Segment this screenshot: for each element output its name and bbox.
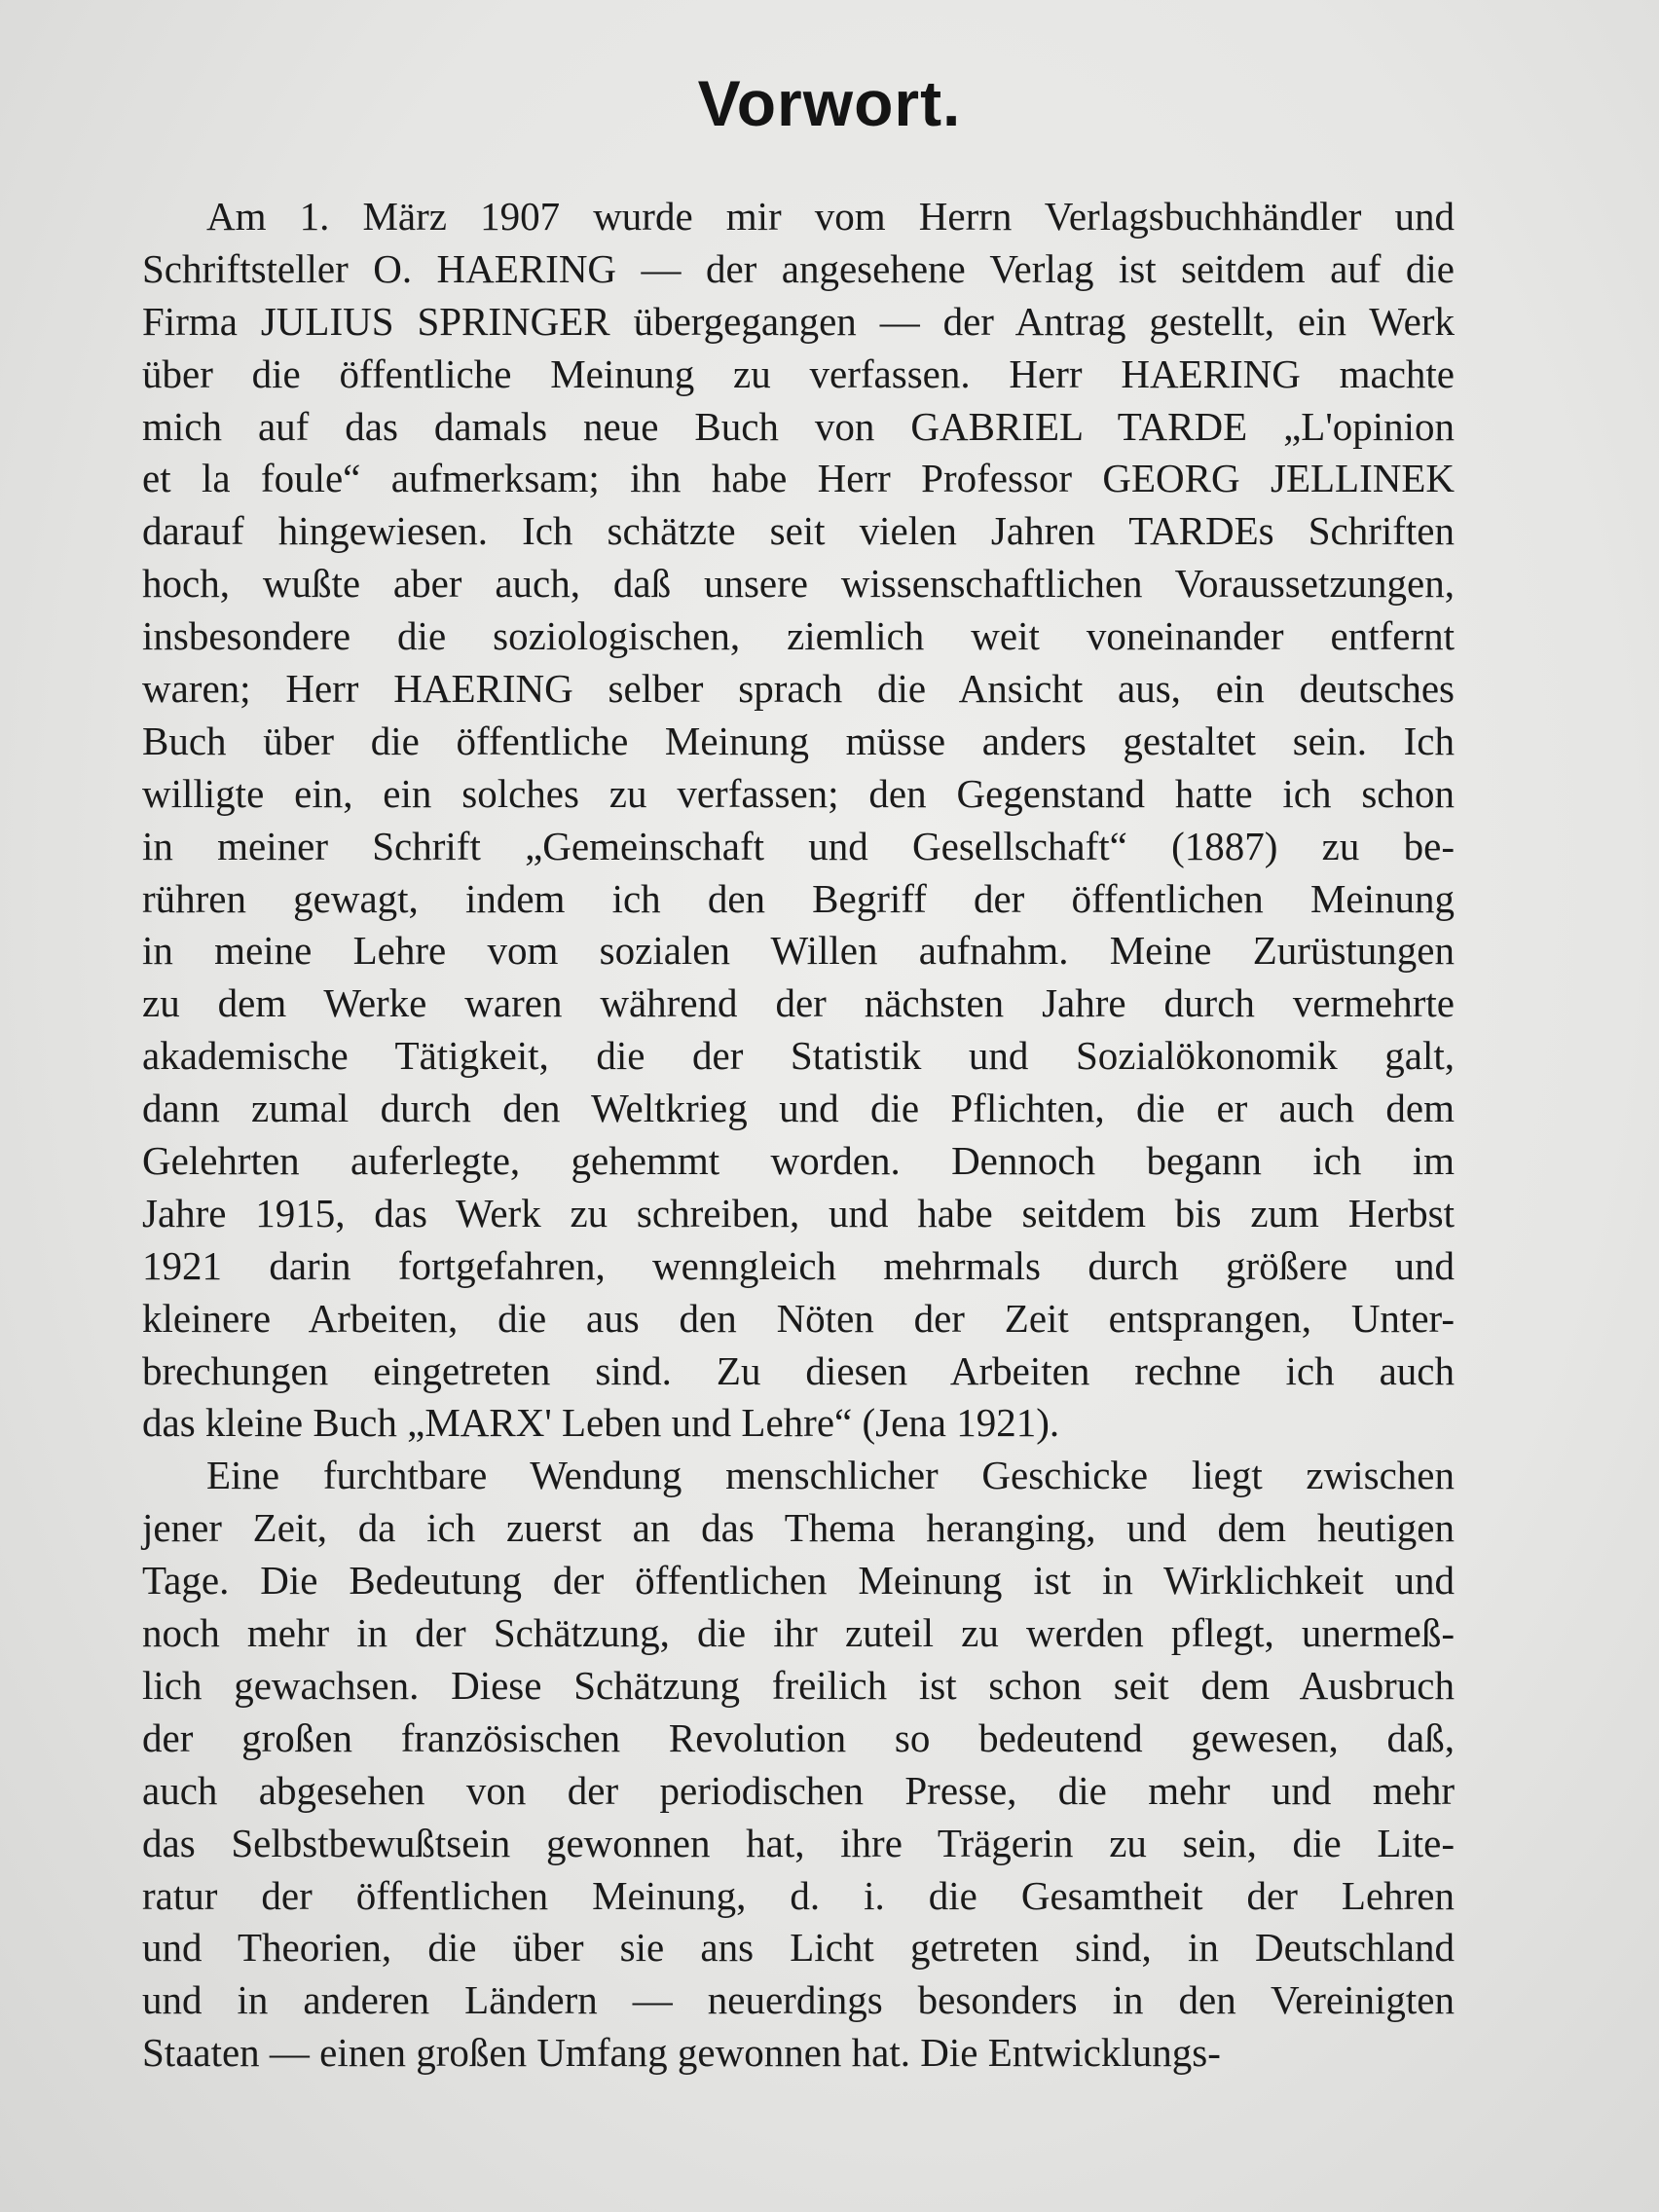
text-line: der großen französischen Revolution so bedeutend gewesen, daß,	[142, 1714, 1455, 1760]
text-line: Tage. Die Bedeutung der öffentlichen Meinung ist in Wirklichkeit und	[142, 1558, 1455, 1604]
page-title: Vorwort.	[697, 67, 962, 139]
text-line: zu dem Werke waren während der nächsten Jahre durch vermehrte	[142, 980, 1455, 1026]
text-line: rühren gewagt, indem ich den Begriff der öffentlichen Meinung	[142, 875, 1455, 921]
text-line: waren; Herr HAERING selber sprach die Ansicht aus, ein deutsches	[142, 666, 1455, 712]
text-line: Schriftsteller O. HAERING — der angesehene Verlag ist seitdem auf die	[142, 245, 1455, 291]
text-line: 1921 darin fortgefahren, wenngleich mehrmals durch größere und	[142, 1242, 1455, 1288]
text-line: dann zumal durch den Weltkrieg und die Pflichten, die er auch dem	[142, 1086, 1455, 1131]
paragraph-1	[142, 191, 1455, 1450]
text-line: auch abgesehen von der periodischen Presse, die mehr und mehr	[142, 1767, 1455, 1813]
text-line: et la foule“ aufmerksam; ihn habe Herr Professor GEORG JELLINEK	[142, 456, 1455, 501]
text-line: lich gewachsen. Diese Schätzung freilich ist schon seit dem Ausbruch	[142, 1662, 1455, 1708]
text-line: das kleine Buch „MARX' Leben und Lehre“ (Jena 1921).	[142, 1400, 1060, 1446]
text-line: kleinere Arbeiten, die aus den Nöten der Zeit entsprangen, Unter-	[142, 1295, 1455, 1341]
text-line: mich auf das damals neue Buch von GABRIEL TARDE „L'opinion	[142, 403, 1455, 449]
text-line: Jahre 1915, das Werk zu schreiben, und habe seitdem bis zum Herbst	[142, 1190, 1455, 1235]
text-line: hoch, wußte aber auch, daß unsere wissenschaftlichen Voraussetzungen,	[142, 561, 1455, 607]
text-line: jener Zeit, da ich zuerst an das Thema heranging, und dem heutigen	[142, 1505, 1455, 1551]
text-line: Buch über die öffentliche Meinung müsse anders gestaltet sein. Ich	[142, 718, 1455, 763]
text-line: das Selbstbewußtsein gewonnen hat, ihre Trägerin zu sein, die Lite-	[142, 1820, 1455, 1865]
text-line: Am 1. März 1907 wurde mir vom Herrn Verlagsbuchhändler und	[206, 194, 1455, 239]
text-line: in meiner Schrift „Gemeinschaft und Gesellschaft“ (1887) zu be-	[142, 823, 1455, 868]
text-line: willigte ein, ein solches zu verfassen; den Gegenstand hatte ich schon	[142, 770, 1455, 816]
text-line: ratur der öffentlichen Meinung, d. i. die Gesamtheit der Lehren	[142, 1872, 1455, 1918]
text-line: noch mehr in der Schätzung, die ihr zuteil zu werden pflegt, unermeß-	[142, 1610, 1455, 1656]
text-line: darauf hingewiesen. Ich schätzte seit vielen Jahren TARDEs Schriften	[142, 508, 1455, 554]
text-line: akademische Tätigkeit, die der Statistik und Sozialökonomik galt,	[142, 1033, 1455, 1079]
text-line: Firma JULIUS SPRINGER übergegangen — der Antrag gestellt, ein Werk	[142, 298, 1455, 344]
text-line: in meine Lehre vom sozialen Willen aufnahm. Meine Zurüstungen	[142, 928, 1455, 974]
preface-body	[142, 191, 1455, 2080]
text-line: Eine furchtbare Wendung menschlicher Geschicke liegt zwischen	[206, 1453, 1455, 1498]
paragraph-2	[142, 1450, 1455, 2080]
text-line: und Theorien, die über sie ans Licht getreten sind, in Deutschland	[142, 1925, 1455, 1971]
text-line: Staaten — einen großen Umfang gewonnen hat. Die Entwicklungs-	[142, 2030, 1221, 2076]
text-line: über die öffentliche Meinung zu verfassen. Herr HAERING machte	[142, 350, 1455, 396]
text-line: insbesondere die soziologischen, ziemlich weit voneinander entfernt	[142, 613, 1455, 659]
text-line: brechungen eingetreten sind. Zu diesen Arbeiten rechne ich auch	[142, 1347, 1455, 1393]
text-line: Gelehrten auferlegte, gehemmt worden. Dennoch begann ich im	[142, 1138, 1455, 1184]
text-line: und in anderen Ländern — neuerdings besonders in den Vereinigten	[142, 1977, 1455, 2023]
